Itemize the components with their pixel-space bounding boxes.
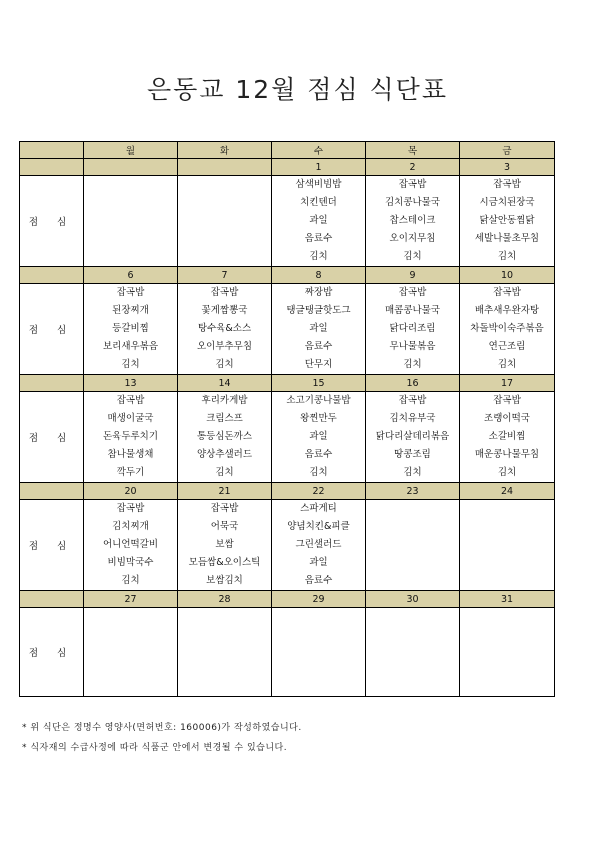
menu-cell <box>460 608 555 697</box>
date-row-corner <box>20 375 84 392</box>
date-row-corner <box>20 159 84 176</box>
meal-label: 점 심 <box>20 608 84 697</box>
menu-item: 잡곡밥 <box>116 287 145 298</box>
menu-item: 세발나물초무침 <box>474 233 540 244</box>
menu-item: 잡곡밥 <box>210 503 239 514</box>
date-row <box>20 375 555 392</box>
meal-label: 점 심 <box>20 284 84 375</box>
menu-cell <box>366 500 460 591</box>
meal-row <box>20 176 555 267</box>
date-cell: 8 <box>272 267 366 284</box>
weekday-header: 수 <box>272 142 366 159</box>
menu-item: 닭다리조림 <box>389 323 436 334</box>
date-cell: 3 <box>460 159 555 176</box>
menu-item: 왕찐만두 <box>300 413 337 424</box>
date-cell: 31 <box>460 591 555 608</box>
menu-item: 땅콩조림 <box>394 449 431 460</box>
date-cell: 24 <box>460 483 555 500</box>
menu-item: 잡곡밥 <box>398 395 427 406</box>
menu-item: 된장찌개 <box>112 305 149 316</box>
menu-item: 양상추샐러드 <box>196 449 253 460</box>
menu-cell <box>366 392 460 483</box>
date-row <box>20 159 555 176</box>
menu-item: 무나물볶음 <box>389 341 436 352</box>
menu-cell <box>178 608 272 697</box>
menu-item: 보리새우볶음 <box>102 341 159 352</box>
menu-item: 오이부추무침 <box>196 341 253 352</box>
meal-row <box>20 284 555 375</box>
date-row <box>20 483 555 500</box>
menu-cell <box>272 392 366 483</box>
menu-cell <box>272 176 366 267</box>
date-cell: 15 <box>272 375 366 392</box>
date-cell <box>178 159 272 176</box>
menu-cell <box>178 284 272 375</box>
note-line: * 위 식단은 정명수 영양사(면허번호: 160006)가 작성하였습니다. <box>22 723 302 733</box>
menu-item: 김치 <box>497 467 517 478</box>
date-cell <box>84 159 178 176</box>
weekday-header-row <box>20 142 555 159</box>
menu-item: 김치 <box>309 467 328 478</box>
weekday-header: 금 <box>460 142 555 159</box>
menu-item: 탕수육&소스 <box>197 323 252 334</box>
menu-cell <box>366 608 460 697</box>
menu-cell <box>272 500 366 591</box>
menu-item: 탱글탱글핫도그 <box>286 305 351 316</box>
menu-item: 김치 <box>121 575 140 586</box>
menu-cell <box>178 500 272 591</box>
menu-cell <box>84 176 178 267</box>
meal-label: 점 심 <box>20 500 84 591</box>
menu-item: 잡곡밥 <box>210 287 239 298</box>
menu-item: 오이지무침 <box>389 233 436 244</box>
menu-item: 잡곡밥 <box>493 179 521 190</box>
menu-item: 보쌈김치 <box>206 575 243 586</box>
menu-item: 매생이굴국 <box>107 413 154 424</box>
menu-item: 김치 <box>121 359 140 370</box>
menu-cell <box>460 176 555 267</box>
menu-item: 삼색비빔밥 <box>295 179 342 190</box>
menu-item: 시금치된장국 <box>479 197 535 208</box>
date-row <box>20 267 555 284</box>
menu-item: 닭다리살데리볶음 <box>375 431 450 442</box>
date-cell: 9 <box>366 267 460 284</box>
menu-cell <box>84 500 178 591</box>
menu-item: 매운콩나물무침 <box>474 449 540 460</box>
menu-item: 어니언떡갈비 <box>102 539 159 550</box>
meal-label: 점 심 <box>20 392 84 483</box>
menu-cell <box>84 284 178 375</box>
date-cell: 16 <box>366 375 460 392</box>
menu-cell <box>460 392 555 483</box>
menu-item: 과일 <box>309 557 328 568</box>
menu-cell <box>84 392 178 483</box>
menu-item: 과일 <box>309 323 328 334</box>
weekday-header: 목 <box>366 142 460 159</box>
header-corner <box>20 142 84 159</box>
menu-item: 스파게티 <box>300 503 337 514</box>
menu-table <box>19 141 555 697</box>
menu-item: 어묵국 <box>210 521 239 532</box>
menu-cell <box>178 176 272 267</box>
menu-item: 잡곡밥 <box>116 395 145 406</box>
menu-item: 과일 <box>309 215 328 226</box>
menu-item: 김치 <box>309 251 328 262</box>
menu-cell <box>366 284 460 375</box>
meal-row <box>20 500 555 591</box>
page-title: 은동교 12월 점심 식단표 <box>146 75 448 104</box>
menu-item: 매콤콩나물국 <box>384 305 441 316</box>
menu-item: 김치 <box>403 359 422 370</box>
menu-cell <box>178 392 272 483</box>
menu-item: 연근조림 <box>488 341 526 352</box>
menu-item: 김치 <box>403 251 422 262</box>
menu-item: 김치 <box>403 467 422 478</box>
menu-cell <box>366 176 460 267</box>
note-line: * 식자재의 수급사정에 따라 식품군 안에서 변경될 수 있습니다. <box>22 743 288 753</box>
date-row-corner <box>20 483 84 500</box>
date-cell: 20 <box>84 483 178 500</box>
menu-item: 김치콩나물국 <box>384 197 441 208</box>
menu-item: 등갈비찜 <box>112 323 149 334</box>
date-cell: 2 <box>366 159 460 176</box>
date-cell: 23 <box>366 483 460 500</box>
menu-item: 김치 <box>497 359 517 370</box>
menu-item: 김치 <box>215 467 234 478</box>
menu-item: 찹스테이크 <box>389 215 436 226</box>
menu-item: 음료수 <box>304 575 333 586</box>
menu-item: 크림스프 <box>206 413 243 424</box>
menu-item: 음료수 <box>304 449 333 460</box>
date-cell: 7 <box>178 267 272 284</box>
date-row-corner <box>20 267 84 284</box>
weekday-header: 월 <box>84 142 178 159</box>
menu-item: 보쌈 <box>215 539 234 550</box>
date-cell: 29 <box>272 591 366 608</box>
date-cell: 10 <box>460 267 555 284</box>
date-row-corner <box>20 591 84 608</box>
menu-item: 소고기콩나물밥 <box>286 395 351 406</box>
menu-item: 음료수 <box>304 233 333 244</box>
meal-row <box>20 608 555 697</box>
date-cell: 13 <box>84 375 178 392</box>
menu-item: 후리카게밥 <box>201 395 248 406</box>
date-cell: 6 <box>84 267 178 284</box>
menu-item: 배추새우완자탕 <box>474 305 540 316</box>
menu-item: 김치찌개 <box>112 521 149 532</box>
menu-item: 모듬쌈&오이스틱 <box>188 557 261 568</box>
date-cell: 27 <box>84 591 178 608</box>
menu-item: 깍두기 <box>116 467 145 478</box>
menu-item: 닭살안동찜닭 <box>479 215 535 226</box>
menu-cell <box>84 608 178 697</box>
menu-item: 양념치킨&피클 <box>287 521 350 532</box>
menu-item: 조랭이떡국 <box>484 413 530 424</box>
menu-item: 잡곡밥 <box>493 287 521 298</box>
notes <box>22 718 302 758</box>
menu-item: 잡곡밥 <box>116 503 145 514</box>
menu-cell <box>460 500 555 591</box>
date-cell: 14 <box>178 375 272 392</box>
menu-item: 잡곡밥 <box>493 395 521 406</box>
menu-item: 치킨텐더 <box>300 197 337 208</box>
menu-item: 그린샐러드 <box>295 539 342 550</box>
date-cell: 22 <box>272 483 366 500</box>
menu-item: 꽃게짬뽕국 <box>201 305 248 316</box>
meal-row <box>20 392 555 483</box>
menu-cell <box>272 608 366 697</box>
menu-item: 잡곡밥 <box>398 287 427 298</box>
date-cell: 30 <box>366 591 460 608</box>
date-row <box>20 591 555 608</box>
weekday-header: 화 <box>178 142 272 159</box>
menu-item: 비빔막국수 <box>107 557 154 568</box>
menu-item: 김치유부국 <box>389 413 436 424</box>
menu-item: 짜장밥 <box>304 287 333 298</box>
menu-item: 김치 <box>497 251 517 262</box>
menu-cell <box>460 284 555 375</box>
menu-item: 음료수 <box>304 341 333 352</box>
menu-item: 돈육두루치기 <box>102 431 159 442</box>
date-cell: 1 <box>272 159 366 176</box>
menu-item: 잡곡밥 <box>398 179 427 190</box>
date-cell: 17 <box>460 375 555 392</box>
menu-item: 참나물생채 <box>107 449 154 460</box>
date-cell: 21 <box>178 483 272 500</box>
menu-item: 통등심돈까스 <box>196 431 253 442</box>
menu-item: 차돌박이숙주볶음 <box>470 323 544 334</box>
menu-item: 단무지 <box>304 359 333 370</box>
meal-label: 점 심 <box>20 176 84 267</box>
menu-item: 과일 <box>309 431 328 442</box>
menu-item: 소갈비찜 <box>488 431 526 442</box>
menu-cell <box>272 284 366 375</box>
menu-item: 김치 <box>215 359 234 370</box>
date-cell: 28 <box>178 591 272 608</box>
